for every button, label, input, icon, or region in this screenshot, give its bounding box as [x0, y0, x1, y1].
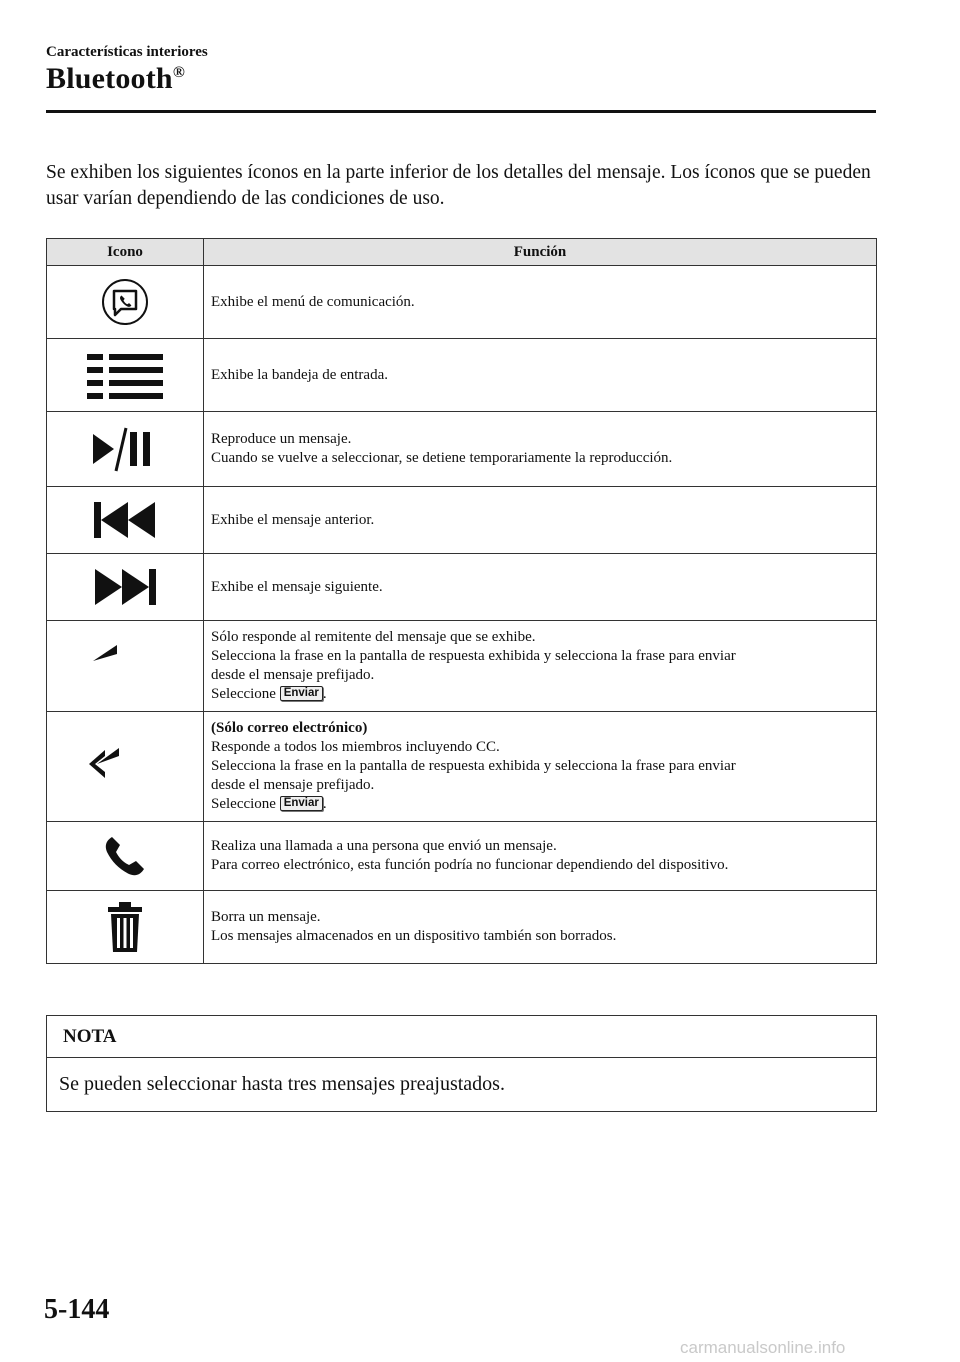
table-row	[47, 266, 877, 339]
function-heading: (Sólo correo electrónico)	[211, 720, 368, 736]
table-row	[47, 712, 877, 822]
registered-mark: ®	[172, 64, 185, 81]
function-cell	[204, 712, 877, 822]
icon-cell	[47, 712, 204, 822]
note-text: Se pueden seleccionar hasta tres mensajes preajustados.	[59, 1073, 505, 1095]
function-line: Borra un mensaje.	[211, 909, 321, 925]
function-cell	[204, 266, 877, 339]
select-prefix: Seleccione	[211, 796, 276, 812]
icon-cell	[47, 266, 204, 339]
select-line	[211, 795, 868, 814]
icon-cell	[47, 891, 204, 964]
icon-function-table	[46, 238, 877, 964]
previous-icon	[47, 498, 203, 542]
inbox-list-icon	[47, 350, 203, 400]
function-column-header: Función	[204, 239, 877, 266]
table-row	[47, 822, 877, 891]
function-cell	[204, 339, 877, 412]
icon-cell	[47, 554, 204, 621]
function-line: Reproduce un mensaje.	[211, 431, 352, 447]
function-cell	[204, 412, 877, 487]
function-line: Cuando se vuelve a seleccionar, se detiene temporariamente la reproducción.	[211, 450, 673, 466]
intro-paragraph: Se exhiben los siguientes íconos en la parte inferior de los detalles del mensaje. Los íconos que se pueden usar varían dependiendo de las condiciones de uso.	[46, 162, 871, 209]
function-line: Los mensajes almacenados en un dispositivo también son borrados.	[211, 928, 617, 944]
page-number: 5-144	[44, 1294, 110, 1325]
function-cell	[204, 891, 877, 964]
table-row	[47, 339, 877, 412]
enviar-button: Enviar	[280, 686, 323, 701]
icon-cell	[47, 339, 204, 412]
table-row	[47, 621, 877, 712]
table-row	[47, 891, 877, 964]
table-row	[47, 487, 877, 554]
section-label: Características interiores	[46, 44, 208, 60]
page-title-text: Bluetooth	[46, 62, 173, 95]
enviar-button: Enviar	[280, 796, 323, 811]
next-icon	[47, 565, 203, 609]
function-line: Selecciona la frase en la pantalla de respuesta exhibida y selecciona la frase para enviar	[211, 648, 736, 664]
play-pause-icon	[47, 424, 203, 474]
title-rule	[46, 110, 876, 113]
function-cell	[204, 822, 877, 891]
icon-cell	[47, 621, 204, 712]
select-suffix: .	[322, 686, 327, 702]
icon-cell	[47, 822, 204, 891]
select-prefix: Seleccione	[211, 686, 276, 702]
function-line: Realiza una llamada a una persona que envió un mensaje.	[211, 838, 557, 854]
function-cell	[204, 487, 877, 554]
select-suffix: .	[322, 796, 327, 812]
reply-all-icon	[47, 742, 203, 792]
icon-cell	[47, 412, 204, 487]
function-line: Selecciona la frase en la pantalla de respuesta exhibida y selecciona la frase para enviar	[211, 758, 736, 774]
trash-icon	[47, 900, 203, 954]
function-line: Sólo responde al remitente del mensaje que se exhibe.	[211, 629, 536, 645]
function-line: Responde a todos los miembros incluyendo CC.	[211, 739, 500, 755]
page-title	[46, 62, 185, 96]
table-row	[47, 412, 877, 487]
note-title: NOTA	[47, 1016, 876, 1058]
function-cell	[204, 554, 877, 621]
function-line: desde el mensaje prefijado.	[211, 777, 375, 793]
function-line: Exhibe el mensaje anterior.	[211, 511, 375, 528]
function-line: Exhibe el menú de comunicación.	[211, 293, 415, 310]
phone-call-icon	[47, 833, 203, 879]
function-cell	[204, 621, 877, 712]
icon-cell	[47, 487, 204, 554]
function-line: desde el mensaje prefijado.	[211, 667, 375, 683]
select-line	[211, 685, 868, 704]
icon-column-header: Icono	[47, 239, 204, 266]
watermark: carmanualsonline.info	[680, 1338, 846, 1357]
note-box	[46, 1015, 877, 1112]
table-row	[47, 554, 877, 621]
reply-icon	[47, 641, 203, 691]
table-header-row	[47, 239, 877, 266]
function-line: Exhibe el mensaje siguiente.	[211, 578, 383, 595]
communication-menu-icon	[47, 277, 203, 327]
function-line: Exhibe la bandeja de entrada.	[211, 366, 388, 383]
function-line: Para correo electrónico, esta función podría no funcionar dependiendo del dispositivo.	[211, 857, 729, 873]
